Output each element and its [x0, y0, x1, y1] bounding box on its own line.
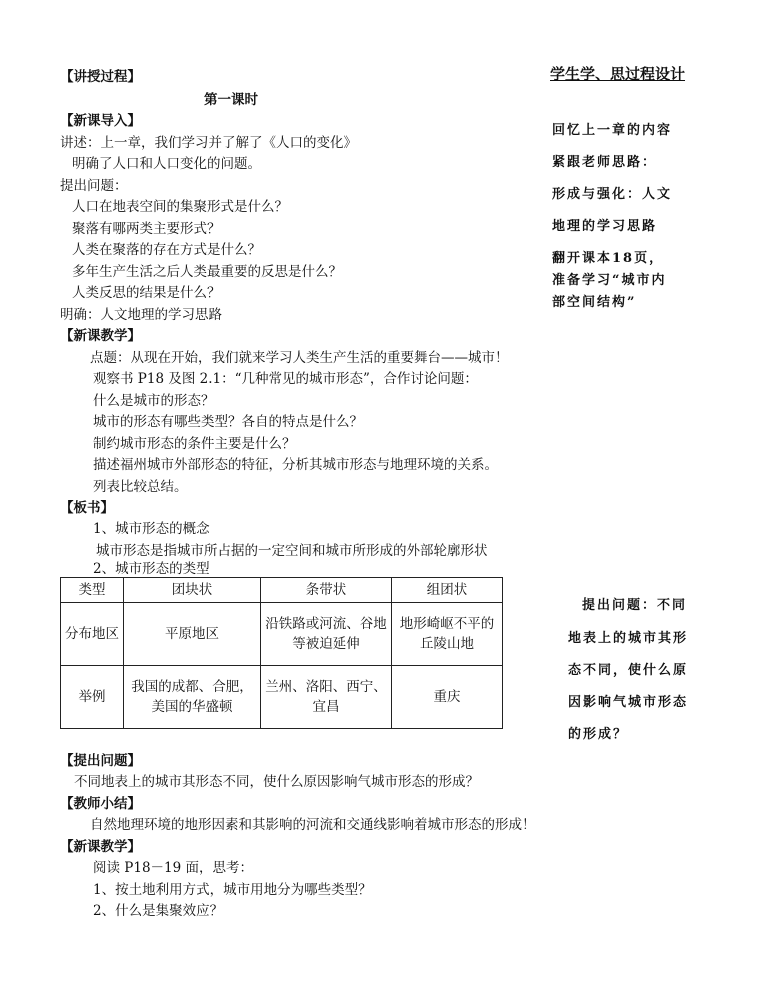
board-heading: 【板书】: [60, 500, 114, 516]
sidebar-note: 地理的学习思路: [552, 219, 658, 234]
intro-line: 明确：人文地理的学习思路: [60, 307, 222, 323]
table-cell: 分布地区: [61, 603, 124, 666]
table-header-cell: 条带状: [261, 578, 392, 603]
table-cell: 地形崎岖不平的丘陵山地: [392, 603, 503, 666]
sidebar-heading: 学生学、思过程设计: [550, 65, 686, 83]
intro-line: 明确了人口和人口变化的问题。: [72, 156, 261, 172]
intro-line: 讲述：上一章，我们学习并了解了《人口的变化》: [60, 135, 357, 151]
sidebar-note: 准备学习“城市内: [552, 273, 667, 288]
sidebar-note: 紧跟老师思路：: [552, 155, 658, 170]
table-header-row: [61, 578, 503, 603]
teaching-line: 点题：从现在开始，我们就来学习人类生产生活的重要舞台——城市！: [90, 350, 509, 366]
table-cell: 兰州、洛阳、西宁、宜昌: [261, 666, 392, 729]
table-header-cell: 类型: [61, 578, 124, 603]
teaching2-heading: 【新课教学】: [60, 839, 141, 855]
intro-question: 人口在地表空间的集聚形式是什么？: [72, 199, 288, 215]
table-cell: 我国的成都、合肥，美国的华盛顿: [124, 666, 261, 729]
sidebar-note: 部空间结构”: [552, 295, 637, 310]
intro-line: 提出问题：: [60, 178, 128, 194]
board-definition: 城市形态是指城市所占据的一定空间和城市所形成的外部轮廓形状: [96, 543, 488, 559]
teaching2-line: 2、什么是集聚效应？: [93, 903, 224, 919]
teaching-question: 制约城市形态的条件主要是什么？: [93, 436, 296, 452]
period-title: 第一课时: [204, 92, 258, 108]
teaching-question: 什么是城市的形态？: [93, 393, 215, 409]
sidebar-note: 因影响气城市形态: [568, 695, 689, 710]
summary-heading: 【教师小结】: [60, 796, 141, 812]
teaching-line: 观察书 P18 及图 2.1：“几种常见的城市形态”，合作讨论问题：: [93, 371, 478, 387]
question-text: 不同地表上的城市其形态不同，使什么原因影响气城市形态的形成？: [74, 774, 479, 790]
teaching-heading: 【新课教学】: [60, 328, 141, 344]
teaching-line: 列表比较总结。: [93, 479, 188, 495]
sidebar-note: 翻开课本18页，: [552, 251, 665, 266]
table-header-cell: 组团状: [392, 578, 503, 603]
sidebar-note: 地表上的城市其形: [568, 631, 689, 646]
section-heading-teaching-process: 【讲授过程】: [60, 69, 141, 85]
teaching-question: 描述福州城市外部形态的特征，分析其城市形态与地理环境的关系。: [93, 457, 498, 473]
table-cell: 沿铁路或河流、谷地等被迫延伸: [261, 603, 392, 666]
sidebar-note: 提出问题：不同: [582, 598, 688, 613]
table-header-cell: 团块状: [124, 578, 261, 603]
intro-heading: 【新课导入】: [60, 113, 141, 129]
teaching-question: 城市的形态有哪些类型？各自的特点是什么？: [93, 414, 363, 430]
board-item: 2、城市形态的类型: [93, 561, 210, 577]
question-heading: 【提出问题】: [60, 753, 141, 769]
summary-text: 自然地理环境的地形因素和其影响的河流和交通线影响着城市形态的形成！: [90, 817, 536, 833]
table-row: [61, 603, 503, 666]
teaching2-line: 阅读 P18－19 面，思考：: [93, 860, 254, 876]
table-cell: 重庆: [392, 666, 503, 729]
table-cell: 平原地区: [124, 603, 261, 666]
board-item: 1、城市形态的概念: [93, 521, 210, 537]
teaching2-line: 1、按土地利用方式，城市用地分为哪些类型？: [93, 882, 372, 898]
sidebar-note: 回忆上一章的内容: [552, 123, 673, 138]
intro-question: 多年生产生活之后人类最重要的反思是什么？: [72, 264, 342, 280]
intro-question: 人类在聚落的存在方式是什么？: [72, 242, 261, 258]
sidebar-note: 的形成？: [568, 727, 629, 742]
sidebar-note: 形成与强化：人文: [552, 187, 673, 202]
table-cell: 举例: [61, 666, 124, 729]
intro-question: 聚落有哪两类主要形式？: [72, 221, 221, 237]
intro-question: 人类反思的结果是什么？: [72, 285, 221, 301]
city-form-table: [60, 577, 503, 729]
table-row: [61, 666, 503, 729]
sidebar-note: 态不同，使什么原: [568, 663, 689, 678]
